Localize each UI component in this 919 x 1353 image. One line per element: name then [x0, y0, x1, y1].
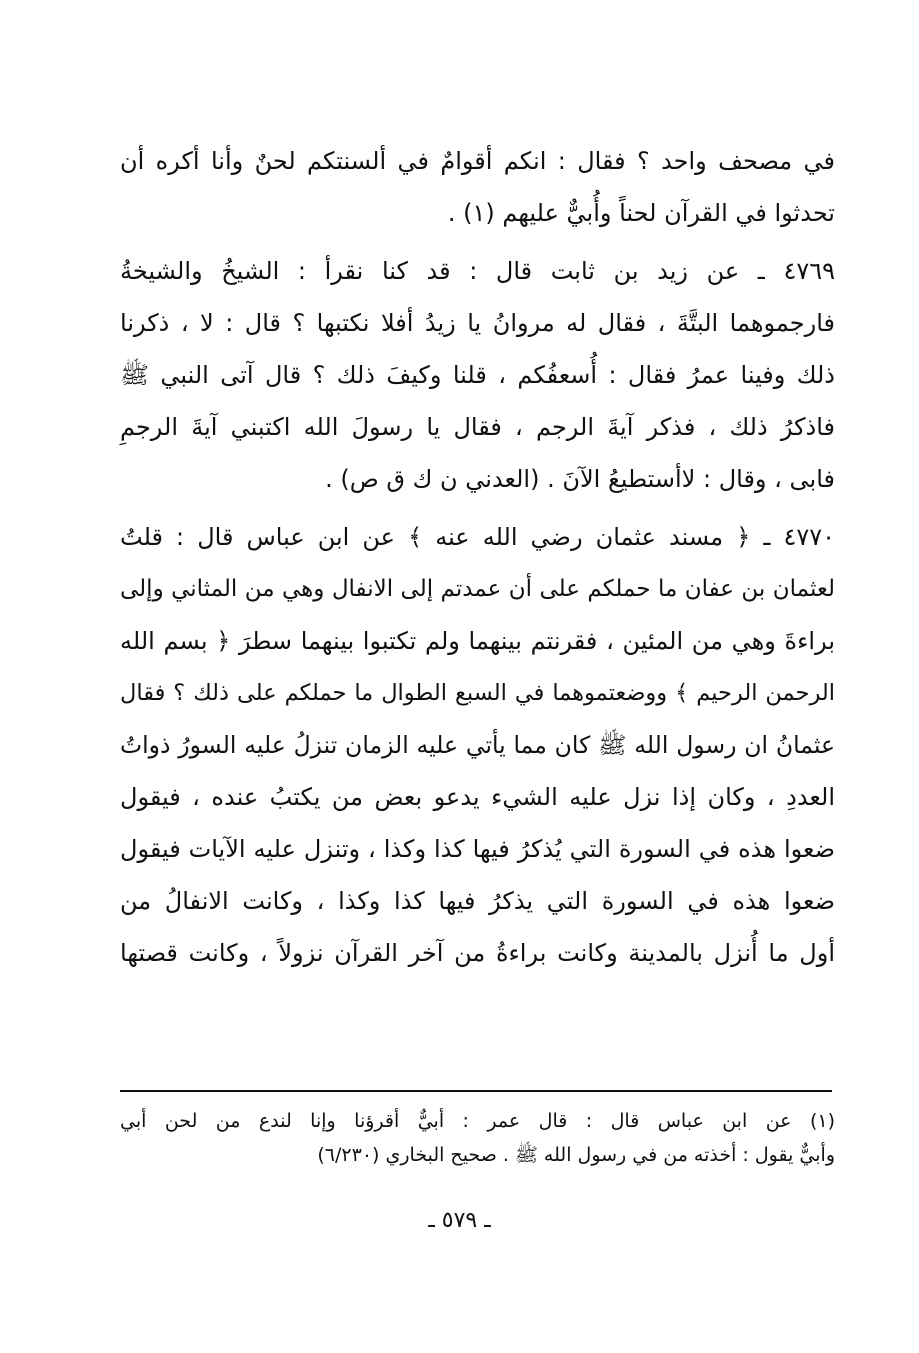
- text-line: لعثمان بن عفان ما حملكم على أن عمدتم إلى الانفال وهي من المثاني وإلى: [120, 576, 835, 602]
- hadith-4770-line: ٤٧٧٠ ـ ﴿ مسند عثمان رضي الله عنه ﴾ عن ابن عباس قال : قلتُ: [120, 523, 835, 551]
- text-line: ضعوا هذه في السورة التي يذكرُ فيها كذا وكذا ، وكانت الانفالُ من: [120, 887, 835, 915]
- text-line: ذلك وفينا عمرُ فقال : أُسعفُكم ، قلنا وكيفَ ذلك ؟ قال آتى النبي ﷺ: [120, 361, 835, 389]
- footnote-line: (١) عن ابن عباس قال : قال عمر : أبيٌّ أقرؤنا وإنا لندع من لحن أبي: [120, 1110, 835, 1132]
- text-line: في مصحف واحد ؟ فقال : انكم أقوامٌ في ألسنتكم لحنٌ وأنا أكره أن: [120, 147, 835, 175]
- text-line: براءةَ وهي من المئين ، فقرنتم بينهما ولم تكتبوا بينهما سطرَ ﴿ بسم الله: [120, 627, 835, 655]
- footnote-line: وأبيٌّ يقول : أخذته من في رسول الله ﷺ . صحيح البخاري (٦/٢٣٠): [317, 1144, 835, 1166]
- text-line: أول ما أُنزل بالمدينة وكانت براءةُ من آخر القرآن نزولاً ، وكانت قصتها: [120, 939, 835, 967]
- text-line: ضعوا هذه في السورة التي يُذكرُ فيها كذا وكذا ، وتنزل عليه الآيات فيقول: [120, 835, 835, 863]
- hadith-4769-line: ٤٧٦٩ ـ عن زيد بن ثابت قال : قد كنا نقرأ : الشيخُ والشيخةُ: [120, 257, 835, 285]
- footnotes: [120, 1104, 835, 1172]
- text-line: الرحمن الرحيم ﴾ ووضعتموهما في السبع الطوال ما حملكم على ذلك ؟ فقال: [120, 680, 835, 706]
- text-line: عثمانُ ان رسول الله ﷺ كان مما يأتي عليه الزمان تنزلُ عليه السورُ ذواتُ: [120, 731, 835, 759]
- text-line: فارجموهما البتَّةَ ، فقال له مروانُ يا زيدُ أفلا نكتبها ؟ قال : لا ، ذكرنا: [120, 309, 835, 337]
- footnote-divider: [120, 1090, 832, 1092]
- text-line: فاذكرُ ذلك ، فذكر آيةَ الرجم ، فقال يا رسولَ الله اكتبني آيةَ الرجمِ: [120, 413, 835, 441]
- page-number: ـ ٥٧٩ ـ: [428, 1208, 491, 1233]
- main-text: [120, 135, 835, 979]
- text-line: فابى ، وقال : لاأستطيعُ الآنَ . (العدني ن ك ق ص) .: [325, 465, 835, 493]
- text-line: العددِ ، وكان إذا نزل عليه الشيء يدعو بعض من يكتبُ عنده ، فيقول: [120, 783, 835, 811]
- text-line: تحدثوا في القرآن لحناً وأُبيٌّ عليهم (١) .: [447, 199, 835, 227]
